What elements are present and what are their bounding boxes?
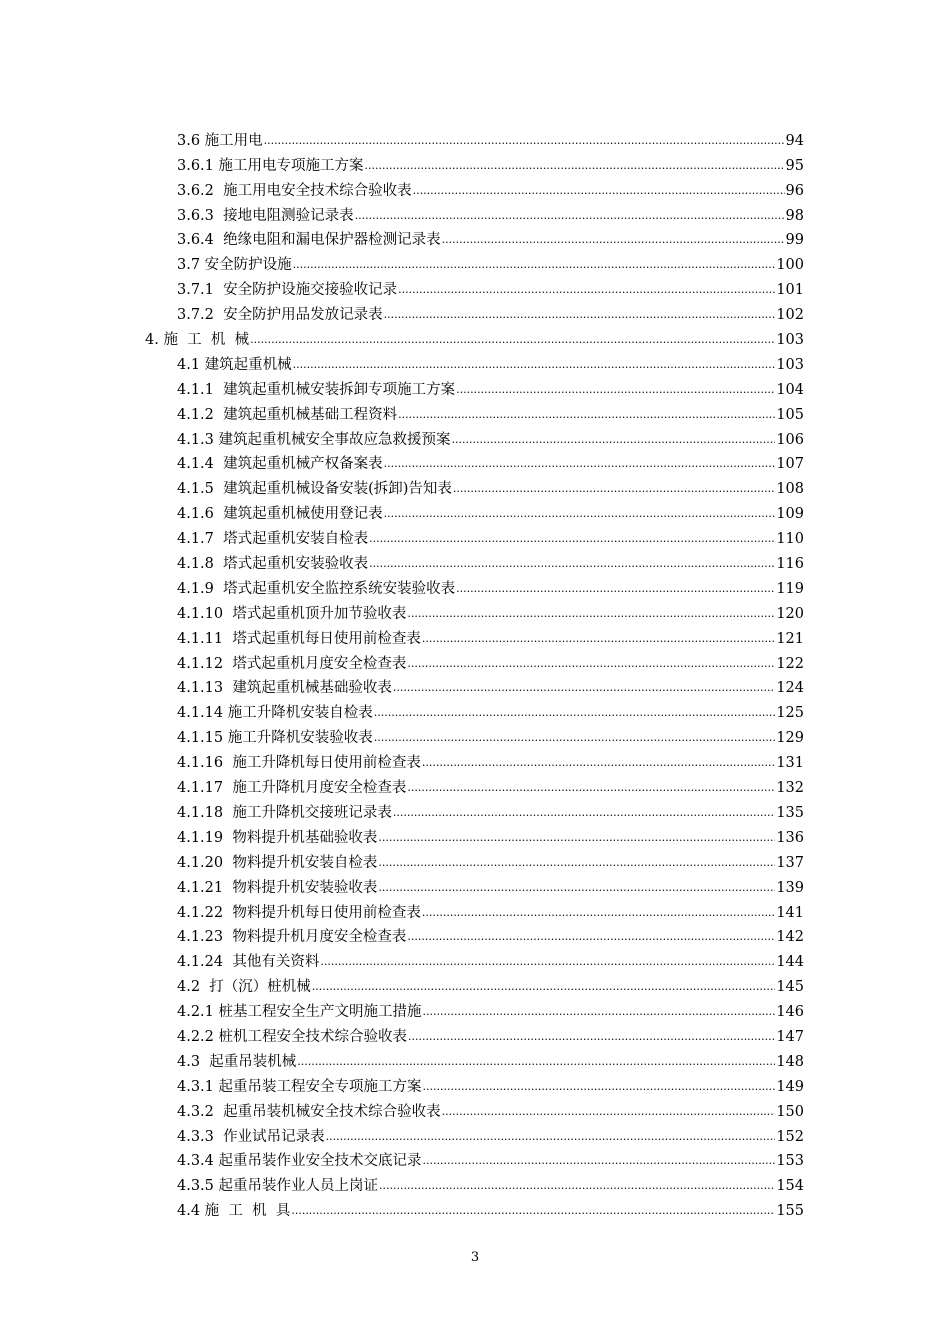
toc-entry[interactable] [0,673,950,698]
toc-entry-page-number: 95 [785,157,804,174]
toc-leader-dots [264,134,785,150]
toc-entry-page-number: 99 [785,232,804,249]
toc-entry[interactable] [0,399,950,424]
toc-entry[interactable] [0,523,950,548]
toc-entry-page-number: 147 [776,1028,804,1045]
toc-leader-dots [355,209,785,225]
toc-entry-title: 4.3.1 起重吊装工程安全专项施工方案 [177,1078,422,1095]
toc-entry[interactable] [0,573,950,598]
toc-entry-page-number: 98 [785,207,804,224]
toc-entry-title: 4.1.5 建筑起重机械设备安装(拆卸)告知表 [177,481,452,498]
toc-leader-dots [374,706,776,722]
toc-entry[interactable] [0,449,950,474]
toc-entry[interactable] [0,548,950,573]
toc-entry-page-number: 103 [776,332,804,349]
toc-entry[interactable] [0,722,950,747]
toc-leader-dots [297,1055,775,1071]
toc-entry-title: 4.4 施 工 机 具 [177,1203,291,1220]
toc-entry-page-number: 109 [776,506,804,523]
toc-leader-dots [422,906,775,922]
toc-entry-page-number: 145 [776,979,804,996]
toc-entry[interactable] [0,697,950,722]
toc-leader-dots [250,333,775,349]
toc-leader-dots [456,582,775,598]
toc-entry-title: 4.1.23 物料提升机月度安全检查表 [177,929,407,946]
toc-entry-title: 4.1.14 施工升降机安装自检表 [177,705,373,722]
toc-entry-page-number: 132 [776,780,804,797]
toc-leader-dots [442,1105,776,1121]
toc-entry-page-number: 139 [776,879,804,896]
toc-entry-title: 3.7.2 安全防护用品发放记录表 [177,307,383,324]
toc-entry-title: 4.1.18 施工升降机交接班记录表 [177,804,392,821]
toc-entry-title: 4.1.10 塔式起重机顶升加节验收表 [177,605,407,622]
toc-leader-dots [452,433,776,449]
toc-entry-title: 4.1.2 建筑起重机械基础工程资料 [177,406,398,423]
toc-entry-title: 4.1.17 施工升降机月度安全检查表 [177,780,407,797]
toc-entry[interactable] [0,175,950,200]
toc-entry-title: 4.2 打（沉）桩机械 [177,979,311,996]
toc-leader-dots [413,184,785,200]
toc-entry-title: 4.3.2 起重吊装机械安全技术综合验收表 [177,1103,441,1120]
toc-entry-page-number: 144 [776,954,804,971]
toc-entry[interactable] [0,897,950,922]
toc-entry-title: 3.6.1 施工用电专项施工方案 [177,157,364,174]
toc-entry[interactable] [0,1170,950,1195]
toc-entry[interactable] [0,772,950,797]
toc-entry-page-number: 131 [776,755,804,772]
toc-leader-dots [384,308,776,324]
toc-entry-page-number: 94 [785,132,804,149]
toc-entry-page-number: 152 [776,1128,804,1145]
toc-leader-dots [379,1179,775,1195]
toc-leader-dots [365,159,785,175]
toc-entry-title: 4.1 建筑起重机械 [177,356,292,373]
toc-entry[interactable] [0,847,950,872]
toc-leader-dots [453,482,775,498]
toc-entry[interactable] [0,473,950,498]
toc-entry-title: 4.2.1 桩基工程安全生产文明施工措施 [177,1004,422,1021]
toc-leader-dots [393,806,775,822]
toc-entry-page-number: 104 [776,381,804,398]
toc-entry[interactable] [0,648,950,673]
toc-entry[interactable] [0,1071,950,1096]
toc-entry-title: 4.1.19 物料提升机基础验收表 [177,829,378,846]
toc-leader-dots [378,856,775,872]
toc-leader-dots [369,532,775,548]
toc-leader-dots [407,657,775,673]
toc-entry[interactable] [0,299,950,324]
toc-entry-page-number: 101 [776,282,804,299]
toc-entry-title: 4.1.9 塔式起重机安全监控系统安装验收表 [177,580,456,597]
toc-entry-title: 3.6.3 接地电阻测验记录表 [177,207,354,224]
toc-entry-title: 4.1.22 物料提升机每日使用前检查表 [177,904,421,921]
toc-leader-dots [378,831,775,847]
toc-leader-dots [407,607,775,623]
toc-entry[interactable] [0,797,950,822]
toc-leader-dots [320,955,775,971]
toc-entry-page-number: 110 [776,531,804,548]
toc-entry-page-number: 120 [776,605,804,622]
toc-leader-dots [407,930,775,946]
toc-entry-page-number: 150 [776,1103,804,1120]
toc-entry-title: 4.1.13 建筑起重机械基础验收表 [177,680,392,697]
toc-entry-title: 4.1.15 施工升降机安装验收表 [177,730,373,747]
toc-entry-page-number: 137 [776,854,804,871]
toc-leader-dots [378,881,775,897]
toc-entry[interactable] [0,498,950,523]
toc-entry[interactable] [0,822,950,847]
toc-entry[interactable] [0,872,950,897]
toc-entry-title: 3.6.2 施工用电安全技术综合验收表 [177,182,412,199]
table-of-contents [0,125,950,1220]
toc-entry[interactable] [0,623,950,648]
toc-entry[interactable] [0,200,950,225]
toc-entry-page-number: 149 [776,1078,804,1095]
toc-leader-dots [384,457,776,473]
toc-leader-dots [393,681,775,697]
toc-entry[interactable] [0,747,950,772]
toc-entry-title: 4.1.21 物料提升机安装验收表 [177,879,378,896]
toc-leader-dots [398,283,775,299]
toc-leader-dots [422,632,775,648]
toc-entry[interactable] [0,1195,950,1220]
toc-entry-page-number: 155 [776,1203,804,1220]
toc-entry[interactable] [0,125,950,150]
toc-entry-title: 4.1.8 塔式起重机安装验收表 [177,556,369,573]
toc-entry-title: 4.3.5 起重吊装作业人员上岗证 [177,1178,379,1195]
toc-entry[interactable] [0,1146,950,1171]
toc-leader-dots [423,1005,776,1021]
toc-entry-title: 4.1.4 建筑起重机械产权备案表 [177,456,383,473]
toc-leader-dots [369,557,775,573]
toc-entry[interactable] [0,1096,950,1121]
toc-entry-page-number: 142 [776,929,804,946]
toc-leader-dots [422,756,775,772]
toc-entry-page-number: 96 [785,182,804,199]
toc-entry-title: 4. 施 工 机 械 [145,332,250,349]
toc-entry-title: 4.1.6 建筑起重机械使用登记表 [177,506,383,523]
toc-entry[interactable] [0,324,950,349]
toc-entry-title: 4.1.20 物料提升机安装自检表 [177,854,378,871]
toc-entry[interactable] [0,922,950,947]
toc-entry-title: 4.1.3 建筑起重机械安全事故应急救援预案 [177,431,451,448]
toc-entry-page-number: 136 [776,829,804,846]
toc-entry-title: 4.1.7 塔式起重机安装自检表 [177,531,369,548]
toc-entry-page-number: 102 [776,307,804,324]
toc-leader-dots [398,408,775,424]
toc-entry-page-number: 107 [776,456,804,473]
toc-entry-page-number: 124 [776,680,804,697]
toc-leader-dots [291,1204,775,1220]
toc-entry-title: 3.6 施工用电 [177,132,263,149]
toc-entry[interactable] [0,274,950,299]
toc-leader-dots [384,507,776,523]
toc-entry-page-number: 108 [776,481,804,498]
toc-entry-page-number: 103 [776,356,804,373]
toc-entry[interactable] [0,225,950,250]
toc-entry-title: 4.1.11 塔式起重机每日使用前检查表 [177,630,421,647]
toc-entry-page-number: 119 [776,580,804,597]
toc-entry-page-number: 141 [776,904,804,921]
toc-entry-page-number: 153 [776,1153,804,1170]
page-number: 3 [470,1250,480,1265]
toc-entry-page-number: 105 [776,406,804,423]
toc-entry[interactable] [0,424,950,449]
toc-entry[interactable] [0,1046,950,1071]
toc-entry[interactable] [0,249,950,274]
toc-leader-dots [442,233,785,249]
toc-entry[interactable] [0,946,950,971]
toc-leader-dots [456,383,775,399]
toc-entry-title: 4.1.12 塔式起重机月度安全检查表 [177,655,407,672]
toc-entry-title: 4.1.24 其他有关资料 [177,954,320,971]
toc-entry-page-number: 125 [776,705,804,722]
toc-entry-title: 4.1.16 施工升降机每日使用前检查表 [177,755,421,772]
toc-entry-page-number: 121 [776,630,804,647]
toc-leader-dots [408,1030,775,1046]
toc-entry-title: 4.3.3 作业试吊记录表 [177,1128,325,1145]
toc-entry-page-number: 106 [776,431,804,448]
toc-entry-page-number: 154 [776,1178,804,1195]
toc-leader-dots [293,258,776,274]
toc-entry[interactable] [0,1021,950,1046]
toc-entry[interactable] [0,996,950,1021]
toc-leader-dots [374,731,776,747]
toc-entry-title: 3.7.1 安全防护设施交接验收记录 [177,282,398,299]
toc-entry[interactable] [0,349,950,374]
toc-entry-page-number: 146 [776,1004,804,1021]
toc-entry[interactable] [0,150,950,175]
toc-entry-page-number: 135 [776,804,804,821]
toc-entry-page-number: 148 [776,1053,804,1070]
toc-leader-dots [423,1154,776,1170]
toc-leader-dots [326,1130,776,1146]
toc-leader-dots [312,980,776,996]
toc-entry-page-number: 122 [776,655,804,672]
toc-entry[interactable] [0,1121,950,1146]
toc-entry-title: 3.6.4 绝缘电阻和漏电保护器检测记录表 [177,232,441,249]
toc-leader-dots [407,781,775,797]
toc-leader-dots [293,358,776,374]
toc-entry-title: 4.1.1 建筑起重机械安装拆卸专项施工方案 [177,381,456,398]
toc-entry[interactable] [0,971,950,996]
toc-entry-title: 4.2.2 桩机工程安全技术综合验收表 [177,1028,408,1045]
toc-entry-page-number: 116 [776,556,804,573]
toc-entry[interactable] [0,598,950,623]
toc-entry-page-number: 129 [776,730,804,747]
toc-entry[interactable] [0,374,950,399]
toc-entry-title: 4.3.4 起重吊装作业安全技术交底记录 [177,1153,422,1170]
toc-entry-title: 4.3 起重吊装机械 [177,1053,297,1070]
toc-leader-dots [423,1080,776,1096]
toc-entry-title: 3.7 安全防护设施 [177,257,292,274]
toc-entry-page-number: 100 [776,257,804,274]
